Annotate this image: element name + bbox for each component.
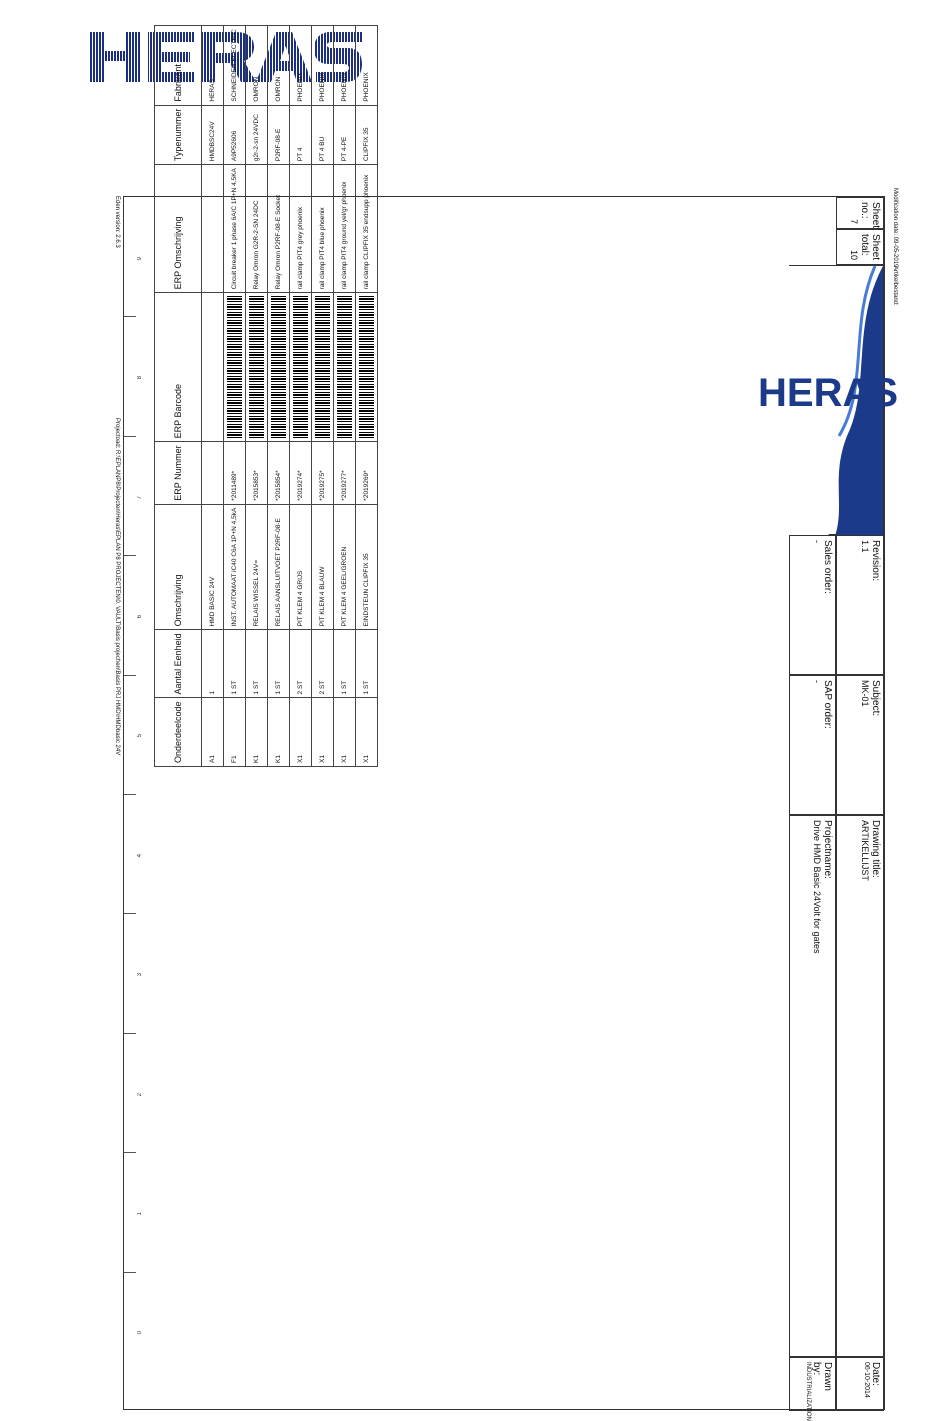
column-tick: [124, 913, 136, 914]
parts-cell: PT 4-PE: [334, 105, 356, 165]
column-number: 5: [137, 734, 143, 738]
parts-cell: *2019274*: [290, 442, 312, 504]
parts-cell: 1 ST: [224, 630, 246, 698]
barcode-cell: [334, 293, 356, 442]
parts-cell: *2015854*: [268, 442, 290, 504]
parts-cell: OMRON: [246, 26, 268, 105]
column-tick: [124, 555, 136, 556]
parts-header-cell: Fabrikant: [155, 26, 202, 105]
parts-cell: SCHNEIDER ELECTRIC: [224, 26, 246, 105]
parts-cell: PHOENIX: [312, 26, 334, 105]
parts-cell: Circuit breaker 1 phase 6A/C 1P+N 4,5KA: [224, 165, 246, 293]
barcode: [271, 296, 286, 438]
column-number: 1: [137, 1211, 143, 1216]
table-row: [356, 26, 378, 767]
parts-cell: g2r-2-sn 24VDC: [246, 105, 268, 165]
parts-cell: Relay Omron P2RF-08-E Socket: [268, 165, 290, 293]
parts-cell: PIT KLEM 4 GRIJS: [290, 504, 312, 630]
parts-cell: RELAIS WISSEL 24V=: [246, 504, 268, 630]
parts-header-cell: ERP Barcode: [155, 293, 202, 442]
parts-cell: X1: [334, 698, 356, 767]
barcode-cell: [246, 293, 268, 442]
drawing-sheet: [108, 29, 899, 1421]
parts-cell: P2RF-08-E: [268, 105, 290, 165]
barcode: [293, 296, 308, 438]
title-logo-text: HERAS: [758, 371, 899, 415]
parts-cell: 2 ST: [312, 630, 334, 698]
date-cell: Date: 06-10-2014: [836, 1357, 884, 1411]
barcode-cell: [202, 293, 224, 442]
column-tick: [124, 436, 136, 437]
column-tick: [124, 1033, 136, 1034]
column-tick: [124, 794, 136, 795]
parts-cell: CLIPFIX 35: [356, 105, 378, 165]
parts-cell: HMDBSC24V: [202, 105, 224, 165]
parts-header-cell: ERP Omschrijving: [155, 165, 202, 293]
parts-cell: PHOENIX: [356, 26, 378, 105]
parts-cell: PHOENIX: [290, 26, 312, 105]
project-path: Projectoad: R:\EPLANP8\Projecten\Heras\EPLAN P8 PROJECTEN\0. VAULT\Basis project\en\Basis PRJ HMD\HMDbasic 24V: [114, 418, 120, 756]
parts-cell: 1 ST: [356, 630, 378, 698]
barcode-cell: [268, 293, 290, 442]
parts-cell: F1: [224, 698, 246, 767]
projectname-cell: Projectname: Drive HMD Basic 24Volt for gates: [789, 815, 836, 1357]
barcode-cell: [312, 293, 334, 442]
parts-cell: PIT KLEM 4 GEEL/GROEN: [334, 504, 356, 630]
revision-cell: Revision: 1.1: [836, 535, 884, 675]
parts-cell: *2011489*: [224, 442, 246, 504]
barcode: [227, 296, 242, 438]
parts-cell: *2019277*: [334, 442, 356, 504]
eden-version: Eden version: 2.6.3: [114, 196, 120, 248]
parts-cell: *2019269*: [356, 442, 378, 504]
subject-cell: Subject: MK-01: [836, 675, 884, 815]
parts-table-wrap: [142, 29, 782, 1367]
sales-order-cell: Sales order: -: [789, 535, 836, 675]
column-tick: [124, 1152, 136, 1153]
column-tick: [124, 675, 136, 676]
column-numbers: [124, 197, 144, 1391]
sheet-total-cell: Sheet total: 10: [836, 229, 884, 265]
parts-cell: rail clamp PIT4 blue phoenix: [312, 165, 334, 293]
sap-order-cell: SAP order: -: [789, 675, 836, 815]
drawing-title-cell: Drawing title: ARTIKELLIJST: [836, 815, 884, 1357]
parts-cell: *2019275*: [312, 442, 334, 504]
column-number: 6: [137, 614, 143, 619]
parts-table: [154, 25, 378, 767]
parts-header-cell: Onderdeelcode: [155, 698, 202, 767]
parts-cell: PT 4: [290, 105, 312, 165]
parts-table-body: [202, 26, 378, 767]
column-number: 3: [137, 973, 143, 977]
parts-cell: K1: [268, 698, 290, 767]
parts-cell: K1: [246, 698, 268, 767]
column-number: 2: [137, 1092, 143, 1096]
barcode-cell: [356, 293, 378, 442]
parts-cell: PIT KLEM 4 BLAUW: [312, 504, 334, 630]
parts-cell: [202, 165, 224, 293]
parts-header-cell: ERP Nummer: [155, 442, 202, 504]
barcode: [337, 296, 352, 438]
parts-cell: X1: [290, 698, 312, 767]
barcode-cell: [224, 293, 246, 442]
table-row: [312, 26, 334, 767]
table-row: [290, 26, 312, 767]
parts-cell: PT 4 BU: [312, 105, 334, 165]
modification-date: Modification date: 09-05-2019: [892, 188, 898, 268]
column-number: 7: [137, 495, 143, 499]
parts-cell: X1: [312, 698, 334, 767]
column-number: 4: [137, 853, 143, 858]
table-row: [246, 26, 268, 767]
parts-table-header: [155, 26, 202, 767]
column-number: 0: [137, 1331, 143, 1335]
drawn-by-cell: Drawn by: INDUSTRIALIZATION: [789, 1357, 836, 1411]
parts-header-cell: Typenummer: [155, 105, 202, 165]
column-number: 9: [137, 256, 143, 261]
table-row: [334, 26, 356, 767]
column-tick: [124, 316, 136, 317]
parts-cell: X1: [356, 698, 378, 767]
parts-header-cell: Aantal Eenheid: [155, 630, 202, 698]
parts-cell: 2 ST: [290, 630, 312, 698]
parts-cell: INST. AUTOMAAT iC40 C6A 1P+N 4,5kA: [224, 504, 246, 630]
parts-cell: PHOENIX: [334, 26, 356, 105]
parts-cell: [202, 442, 224, 504]
parts-cell: 1: [202, 630, 224, 698]
parts-cell: rail clamp PIT4 grey phoenix: [290, 165, 312, 293]
parts-cell: 1 ST: [268, 630, 290, 698]
parts-cell: OMRON: [268, 26, 290, 105]
parts-cell: A9P52606: [224, 105, 246, 165]
parts-cell: 1 ST: [334, 630, 356, 698]
barcode: [249, 296, 264, 438]
column-tick: [124, 1272, 136, 1273]
barcode: [359, 296, 374, 438]
parts-cell: HMD BASIC 24V: [202, 504, 224, 630]
article-label: Artikelbestand:: [892, 266, 898, 306]
parts-cell: HERAS: [202, 26, 224, 105]
parts-cell: 1 ST: [246, 630, 268, 698]
parts-cell: A1: [202, 698, 224, 767]
barcode-cell: [290, 293, 312, 442]
table-row: [202, 26, 224, 767]
column-number: 8: [137, 376, 143, 380]
barcode: [315, 296, 330, 438]
table-row: [268, 26, 290, 767]
parts-header-cell: Omschrijving: [155, 504, 202, 630]
parts-cell: *2015853*: [246, 442, 268, 504]
sheet-no-cell: Sheet no.: 7: [836, 197, 884, 229]
table-row: [224, 26, 246, 767]
parts-cell: rail clamp CLIPFIX 35 endsupp phoenix: [356, 165, 378, 293]
parts-cell: RELAIS AANSLUITVOET P2RF-08-E: [268, 504, 290, 630]
parts-cell: Relay Omron G2R-2-SN 24DC: [246, 165, 268, 293]
parts-cell: EINDSTEUN CLIPFIX 35: [356, 504, 378, 630]
parts-cell: rail clamp PIT4 ground yel/gr phoenix: [334, 165, 356, 293]
